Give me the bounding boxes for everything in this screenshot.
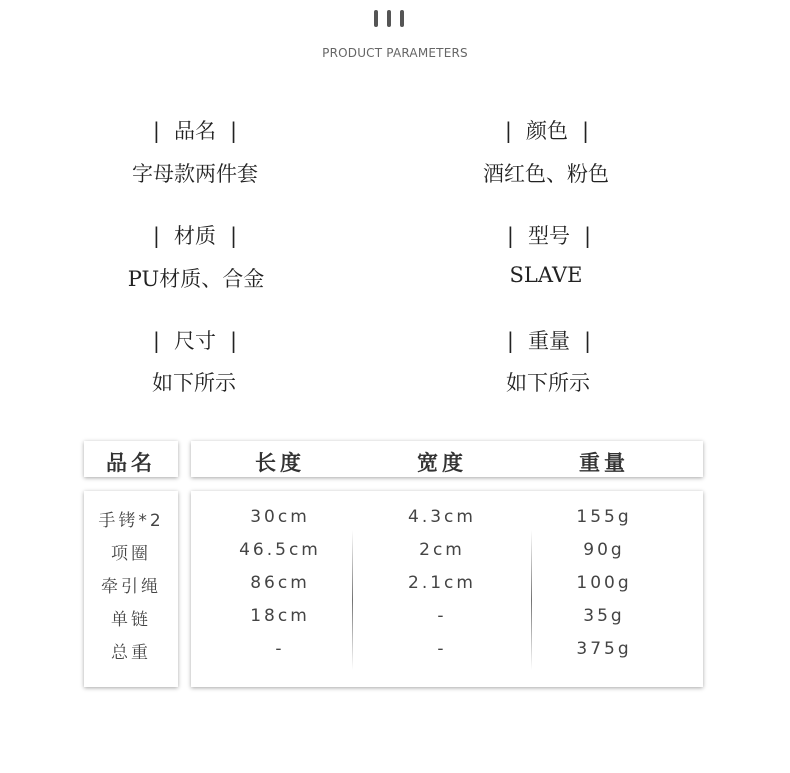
row-width: 2cm bbox=[419, 540, 465, 560]
param-label-model bbox=[449, 220, 649, 250]
bar-3 bbox=[400, 10, 404, 27]
row-weight: 375g bbox=[576, 639, 632, 659]
label-text: 尺寸 bbox=[174, 329, 216, 353]
pipe-right: | bbox=[230, 329, 238, 353]
row-width: 2.1cm bbox=[408, 573, 476, 593]
header-length: 长度 bbox=[255, 451, 305, 475]
pipe-right: | bbox=[230, 224, 238, 248]
pipe-left: | bbox=[506, 329, 514, 353]
param-label-name bbox=[95, 115, 295, 145]
label-text: 颜色 bbox=[526, 119, 568, 143]
row-weight: 100g bbox=[576, 573, 632, 593]
row-width: - bbox=[437, 639, 447, 659]
param-value-color: 酒红色、粉色 bbox=[483, 162, 609, 186]
decorative-bars bbox=[374, 10, 404, 27]
row-length: - bbox=[275, 639, 285, 659]
row-name: 手铐*2 bbox=[98, 511, 164, 531]
row-weight: 35g bbox=[583, 606, 625, 626]
label-text: 重量 bbox=[528, 329, 570, 353]
header-name: 品名 bbox=[106, 451, 156, 475]
param-label-weight bbox=[449, 325, 649, 355]
header-weight: 重量 bbox=[579, 451, 629, 475]
param-value-model: SLAVE bbox=[509, 263, 583, 287]
bar-1 bbox=[374, 10, 378, 27]
pipe-right: | bbox=[584, 224, 592, 248]
param-value-size: 如下所示 bbox=[152, 371, 236, 395]
param-value-name: 字母款两件套 bbox=[132, 162, 258, 186]
row-width: 4.3cm bbox=[408, 507, 476, 527]
label-text: 材质 bbox=[174, 224, 216, 248]
pipe-left: | bbox=[152, 119, 160, 143]
pipe-left: | bbox=[152, 224, 160, 248]
param-label-size bbox=[95, 325, 295, 355]
row-name: 单链 bbox=[111, 610, 151, 630]
pipe-left: | bbox=[506, 224, 514, 248]
header-width: 宽度 bbox=[417, 451, 467, 475]
param-label-color bbox=[447, 115, 647, 145]
param-label-material bbox=[95, 220, 295, 250]
row-length: 30cm bbox=[250, 507, 310, 527]
pipe-left: | bbox=[152, 329, 160, 353]
bar-2 bbox=[387, 10, 391, 27]
row-weight: 155g bbox=[576, 507, 632, 527]
pipe-left: | bbox=[504, 119, 512, 143]
row-weight: 90g bbox=[583, 540, 625, 560]
row-name: 项圈 bbox=[111, 544, 151, 564]
pipe-right: | bbox=[582, 119, 590, 143]
param-value-material: PU材质、合金 bbox=[127, 267, 265, 291]
row-width: - bbox=[437, 606, 447, 626]
pipe-right: | bbox=[584, 329, 592, 353]
section-subtitle: PRODUCT PARAMETERS bbox=[322, 46, 468, 60]
row-length: 46.5cm bbox=[239, 540, 321, 560]
label-text: 型号 bbox=[528, 224, 570, 248]
row-length: 18cm bbox=[250, 606, 310, 626]
param-value-weight: 如下所示 bbox=[506, 371, 590, 395]
row-length: 86cm bbox=[250, 573, 310, 593]
label-text: 品名 bbox=[174, 119, 216, 143]
row-name: 牵引绳 bbox=[101, 577, 161, 597]
row-name: 总重 bbox=[111, 643, 151, 663]
pipe-right: | bbox=[230, 119, 238, 143]
